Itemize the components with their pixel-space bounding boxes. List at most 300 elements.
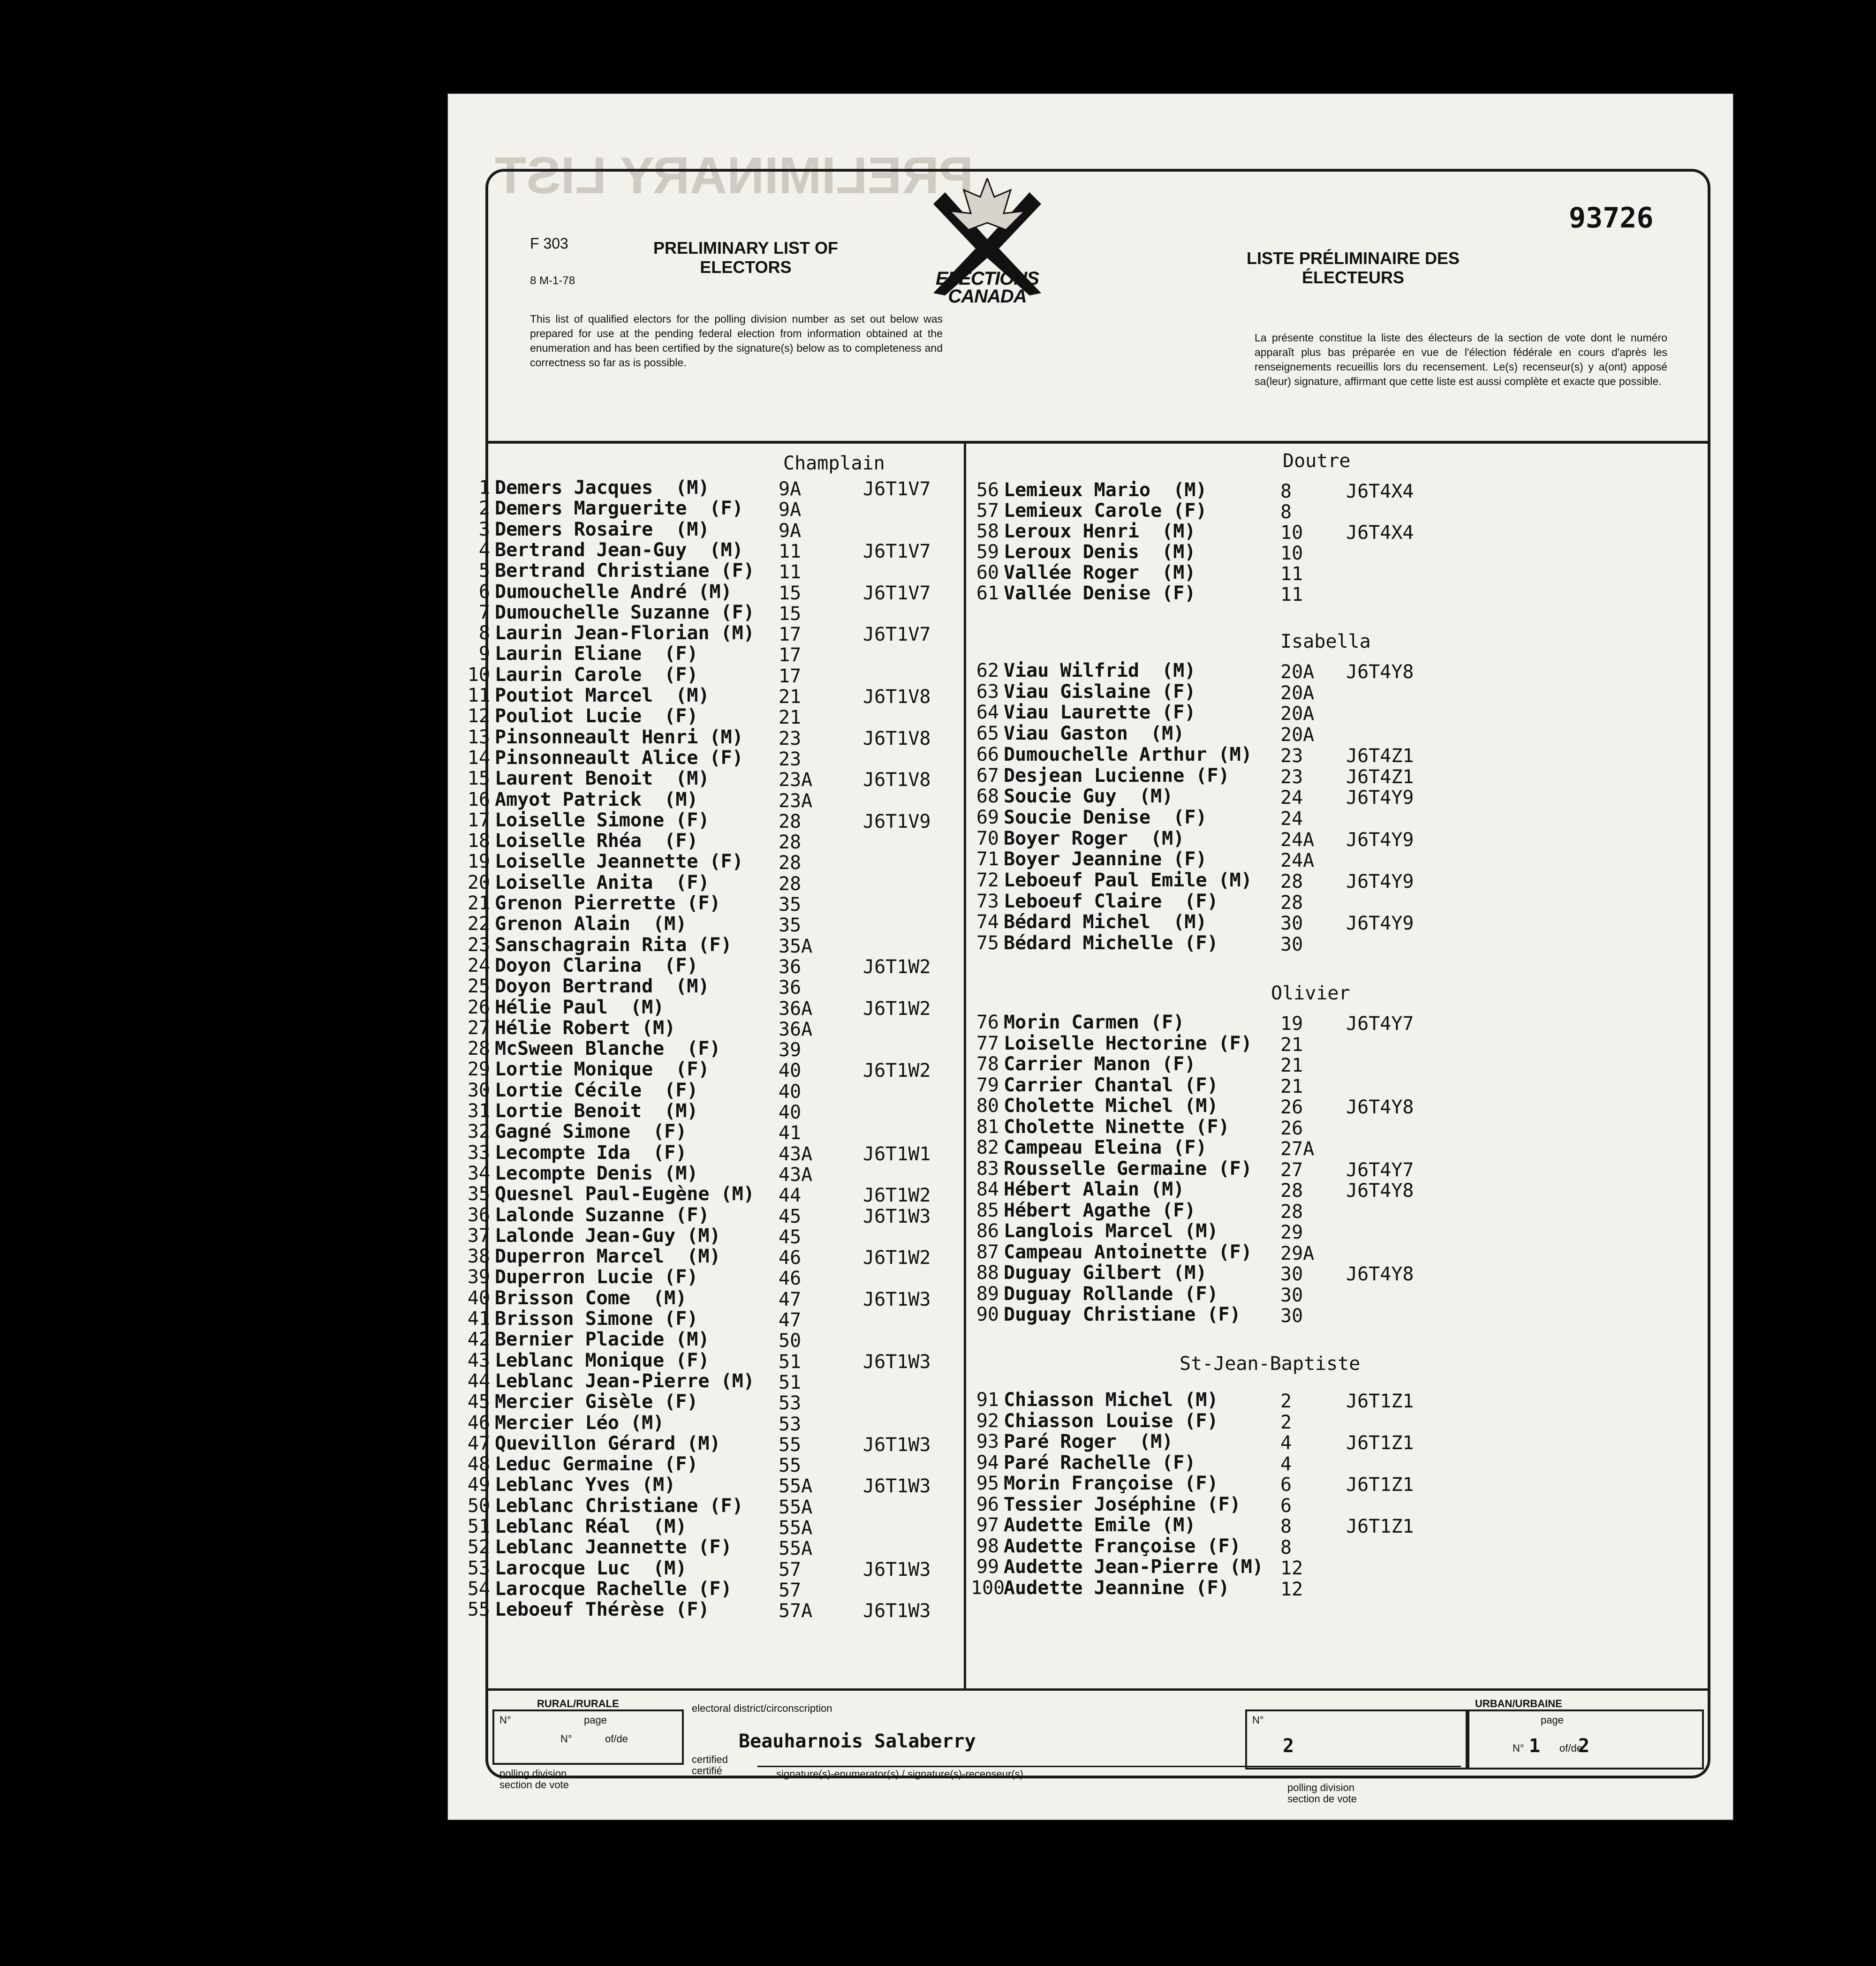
elector-number: 9: [478, 643, 490, 665]
elector-poll-number: 24A: [1280, 850, 1315, 872]
elector-name: Audette Jean-Pierre (M): [1004, 1556, 1263, 1578]
elector-number: 43: [467, 1349, 490, 1371]
elector-row: [462, 936, 732, 954]
elector-name: Cholette Michel (M): [1004, 1095, 1218, 1117]
elector-number: 85: [976, 1199, 999, 1221]
elector-number: 81: [976, 1116, 999, 1138]
elector-name: Cholette Ninette (F): [1004, 1116, 1230, 1138]
elector-poll-number: 15: [779, 582, 802, 604]
elector-name: Carrier Chantal (F): [1004, 1074, 1218, 1096]
elector-name: Lortie Cécile (F): [495, 1079, 698, 1101]
elector-name: Campeau Antoinette (F): [1004, 1241, 1252, 1263]
title-french: LISTE PRÉLIMINAIRE DES ÉLECTEURS: [1246, 249, 1460, 287]
elector-number: 89: [976, 1283, 999, 1305]
elector-poll-number: 9A: [779, 520, 802, 542]
elector-poll-number: 23: [779, 727, 802, 749]
elector-row: [462, 1600, 710, 1619]
elector-poll-number: 23: [1280, 766, 1303, 788]
elector-poll-number: 44: [779, 1185, 802, 1207]
elector-poll-number: 45: [779, 1226, 802, 1248]
elector-row: [971, 1055, 1195, 1074]
elector-postal-code: J6T4Y8: [1346, 661, 1414, 683]
elector-number: 5: [478, 560, 490, 582]
elector-poll-number: 23A: [779, 790, 813, 812]
elector-postal-code: J6T1V9: [863, 810, 931, 832]
elector-name: Pinsonneault Henri (M): [495, 726, 743, 748]
elector-poll-number: 30: [1280, 913, 1303, 935]
elector-row: [971, 1558, 1263, 1576]
elector-postal-code: J6T1W3: [863, 1288, 931, 1310]
elector-number: 22: [467, 913, 490, 935]
elector-poll-number: 8: [1280, 1516, 1292, 1537]
elector-name: Grenon Alain (M): [495, 913, 687, 935]
elector-poll-number: 55A: [779, 1538, 813, 1560]
elector-row: [462, 561, 755, 580]
elector-poll-number: 17: [779, 665, 802, 687]
elector-row: [462, 1102, 698, 1120]
elector-row: [971, 1537, 1241, 1556]
elector-row: [971, 682, 1195, 701]
section-heading-doutre: Doutre: [1283, 450, 1351, 472]
elector-number: 87: [976, 1241, 999, 1263]
elector-poll-number: 28: [779, 873, 802, 895]
elector-number: 36: [467, 1204, 490, 1226]
elector-poll-number: 30: [1280, 934, 1303, 956]
elector-poll-number: 40: [779, 1060, 802, 1082]
elector-postal-code: J6T1V7: [863, 540, 931, 562]
elector-postal-code: J6T1Z1: [1346, 1432, 1414, 1454]
district-value: Beauharnois Salaberry: [739, 1731, 976, 1752]
elector-row: [462, 873, 710, 892]
elector-row: [462, 1330, 710, 1349]
elector-number: 68: [976, 786, 999, 808]
elector-postal-code: J6T1V7: [863, 478, 931, 500]
elector-number: 94: [976, 1452, 999, 1474]
elector-number: 58: [976, 521, 999, 542]
elector-postal-code: J6T4Y8: [1346, 1180, 1414, 1202]
elector-name: Leroux Henri (M): [1004, 521, 1196, 542]
elector-name: Langlois Marcel (M): [1004, 1220, 1218, 1242]
elector-name: Dumouchelle André (M): [495, 581, 732, 603]
elector-postal-code: J6T4Z1: [1346, 766, 1414, 788]
elector-name: Laurin Carole (F): [495, 664, 698, 686]
elector-row: [971, 1516, 1195, 1535]
elector-row: [462, 1434, 721, 1453]
elector-row: [971, 1243, 1252, 1262]
elector-row: [971, 661, 1195, 680]
elector-name: Duperron Marcel (M): [495, 1246, 721, 1268]
elector-poll-number: 55: [779, 1434, 802, 1456]
elector-number: 16: [467, 788, 490, 810]
elector-name: Audette Jeannine (F): [1004, 1577, 1230, 1599]
elector-poll-number: 29: [1280, 1222, 1303, 1243]
elector-number: 97: [976, 1514, 999, 1536]
elector-number: 90: [976, 1304, 999, 1325]
elector-poll-number: 28: [779, 832, 802, 854]
elector-postal-code: J6T4Y8: [1346, 1263, 1414, 1285]
elector-poll-number: 46: [779, 1268, 802, 1290]
elector-row: [971, 1138, 1207, 1157]
elector-postal-code: J6T1V7: [863, 624, 931, 646]
elector-row: [971, 543, 1195, 561]
elector-poll-number: 51: [779, 1351, 802, 1373]
certified-label: certified certifié: [692, 1754, 728, 1777]
elector-poll-number: 50: [779, 1330, 802, 1352]
elector-row: [971, 934, 1218, 953]
elector-name: Leblanc Christiane (F): [495, 1495, 743, 1517]
elector-name: Hébert Agathe (F): [1004, 1199, 1196, 1221]
form-number: F 303: [530, 235, 568, 252]
elector-name: Leblanc Yves (M): [495, 1474, 676, 1496]
elector-poll-number: 30: [1280, 1305, 1303, 1327]
elector-row: [462, 728, 743, 747]
elector-row: [971, 1118, 1230, 1136]
elector-row: [462, 1559, 687, 1578]
serial-number: 93726: [1569, 202, 1654, 234]
elector-poll-number: 43A: [779, 1164, 813, 1186]
elector-row: [462, 665, 698, 684]
elector-row: [462, 998, 664, 1017]
rural-page-label: page: [584, 1714, 607, 1726]
elector-poll-number: 26: [1280, 1096, 1303, 1118]
elector-name: Lalonde Suzanne (F): [495, 1204, 710, 1226]
urban-polling-box: [1245, 1709, 1469, 1769]
elector-poll-number: 30: [1280, 1263, 1303, 1285]
elector-number: 53: [467, 1557, 490, 1579]
elector-row: [462, 478, 710, 497]
elector-row: [971, 1159, 1252, 1178]
elector-name: Pouliot Lucie (F): [495, 705, 698, 727]
elector-name: Doyon Clarina (F): [495, 954, 698, 976]
elector-row: [971, 1474, 1218, 1493]
elector-poll-number: 24: [1280, 787, 1303, 809]
elector-row: [462, 956, 698, 975]
elector-row: [971, 850, 1207, 869]
elector-number: 29: [467, 1059, 490, 1081]
elector-number: 30: [467, 1079, 490, 1101]
elector-poll-number: 27A: [1280, 1138, 1315, 1160]
elector-postal-code: J6T1W2: [863, 1060, 931, 1082]
elector-name: Doyon Bertrand (M): [495, 975, 710, 998]
elector-number: 51: [467, 1516, 490, 1537]
elector-postal-code: J6T4Z1: [1346, 745, 1414, 767]
elector-name: Viau Gislaine (F): [1004, 681, 1196, 703]
elector-row: [462, 811, 710, 830]
rural-page-no-label: N°: [560, 1733, 572, 1745]
elector-poll-number: 8: [1280, 481, 1292, 502]
elector-number: 19: [467, 851, 490, 873]
elector-poll-number: 36: [779, 956, 802, 978]
elector-number: 91: [976, 1389, 999, 1411]
elector-postal-code: J6T4Y9: [1346, 787, 1414, 809]
elector-name: Poutiot Marcel (M): [495, 685, 710, 706]
elector-poll-number: 28: [779, 852, 802, 874]
form-date: 8 M-1-78: [530, 274, 575, 287]
district-label: electoral district/circonscription: [692, 1702, 832, 1714]
elector-poll-number: 9A: [779, 478, 802, 500]
elector-poll-number: 43A: [779, 1143, 813, 1165]
elector-row: [462, 749, 743, 767]
elector-postal-code: J6T4Y9: [1346, 829, 1414, 851]
title-english: PRELIMINARY LIST OF ELECTORS: [653, 238, 838, 277]
elector-name: Demers Marguerite (F): [495, 498, 743, 520]
elector-row: [462, 1455, 698, 1474]
urban-page-label: page: [1541, 1714, 1564, 1726]
elector-number: 3: [478, 518, 490, 540]
elector-poll-number: 40: [779, 1081, 802, 1103]
elector-row: [971, 1412, 1218, 1430]
elector-name: Leboeuf Claire (F): [1004, 890, 1218, 912]
elector-poll-number: 23: [1280, 745, 1303, 767]
elector-row: [462, 915, 687, 933]
elector-poll-number: 28: [1280, 1180, 1303, 1202]
elector-number: 84: [976, 1179, 999, 1200]
elector-row: [971, 1579, 1230, 1597]
elector-row: [462, 603, 755, 622]
elector-poll-number: 12: [1280, 1578, 1303, 1600]
elector-poll-number: 41: [779, 1122, 802, 1144]
elector-name: Loiselle Rhéa (F): [495, 830, 698, 852]
elector-name: Leblanc Monique (F): [495, 1349, 710, 1371]
elector-poll-number: 55A: [779, 1496, 813, 1518]
elector-row: [462, 644, 698, 663]
elector-number: 31: [467, 1100, 490, 1122]
elector-number: 15: [467, 768, 490, 790]
elector-row: [971, 481, 1207, 499]
elector-poll-number: 23A: [779, 769, 813, 791]
elector-number: 8: [478, 622, 490, 644]
elector-postal-code: J6T4Y7: [1346, 1013, 1414, 1035]
elector-number: 60: [976, 562, 999, 583]
elector-poll-number: 57: [779, 1558, 802, 1580]
elector-number: 47: [467, 1432, 490, 1454]
elector-number: 67: [976, 764, 999, 786]
elector-postal-code: J6T4Y9: [1346, 913, 1414, 935]
elector-number: 99: [976, 1556, 999, 1578]
rural-label: RURAL/RURALE: [537, 1698, 619, 1709]
elector-row: [971, 766, 1230, 785]
elector-row: [462, 1517, 687, 1536]
elector-row: [971, 1391, 1218, 1409]
elector-name: Gagné Simone (F): [495, 1121, 687, 1143]
elector-row: [971, 745, 1252, 764]
elector-poll-number: 17: [779, 644, 802, 666]
elector-name: Chiasson Louise (F): [1004, 1410, 1218, 1432]
elector-poll-number: 20A: [1280, 682, 1315, 704]
elector-number: 23: [467, 934, 490, 956]
rural-of-label: of/de: [605, 1733, 628, 1745]
elector-poll-number: 57: [779, 1579, 802, 1601]
elector-row: [462, 1372, 755, 1391]
elector-poll-number: 6: [1280, 1495, 1292, 1517]
elector-row: [462, 977, 710, 996]
elector-postal-code: J6T1W3: [863, 1475, 931, 1497]
elector-poll-number: 21: [1280, 1075, 1303, 1097]
elector-poll-number: 39: [779, 1039, 802, 1061]
elector-number: 52: [467, 1536, 490, 1558]
notice-french: La présente constitue la liste des électeurs de la section de vote dont le numéro apparaît plus bas préparée en vue de l'élection fédérale en cours d'après les renseignements recueillis lors du recensement. Le(s) recenseur(s) y a(ont) apposé sa(leur) signature, affirmant que cette liste est aussi complète et exacte que possible.: [1255, 332, 1667, 388]
elector-row: [971, 1222, 1218, 1240]
urban-page-no-label: N°: [1513, 1742, 1524, 1754]
elector-row: [971, 584, 1195, 603]
elector-name: Lecompte Denis (M): [495, 1162, 698, 1184]
elector-poll-number: 30: [1280, 1284, 1303, 1306]
elector-name: Hébert Alain (M): [1004, 1179, 1185, 1200]
elector-number: 7: [478, 601, 490, 623]
elector-number: 69: [976, 806, 999, 828]
elector-name: Brisson Simone (F): [495, 1308, 698, 1330]
elector-postal-code: J6T4X4: [1346, 481, 1414, 502]
elector-name: Soucie Guy (M): [1004, 786, 1173, 808]
elector-poll-number: 11: [779, 540, 802, 562]
elector-number: 54: [467, 1578, 490, 1600]
elector-row: [971, 1305, 1241, 1324]
elector-name: Lemieux Carole (F): [1004, 500, 1207, 522]
elector-number: 66: [976, 743, 999, 765]
elector-poll-number: 2: [1280, 1391, 1292, 1412]
elector-name: Bertrand Jean-Guy (M): [495, 539, 743, 561]
rural-no-label: N°: [499, 1714, 511, 1726]
elector-poll-number: 35A: [779, 935, 813, 957]
elector-number: 72: [976, 870, 999, 891]
elector-row: [971, 913, 1207, 931]
elector-name: Duperron Lucie (F): [495, 1266, 698, 1288]
elector-postal-code: J6T1V8: [863, 686, 931, 708]
elector-name: Mercier Léo (M): [495, 1412, 665, 1434]
elector-row: [462, 1268, 698, 1286]
elector-postal-code: J6T1W3: [863, 1600, 931, 1622]
elector-postal-code: J6T4Y7: [1346, 1159, 1414, 1181]
elector-poll-number: 12: [1280, 1558, 1303, 1579]
elector-name: Laurent Benoit (M): [495, 768, 710, 790]
elector-row: [971, 1263, 1207, 1282]
elector-number: 56: [976, 479, 999, 501]
elector-name: Lemieux Mario (M): [1004, 479, 1207, 501]
elector-number: 2: [478, 498, 490, 520]
elector-name: Carrier Manon (F): [1004, 1053, 1196, 1075]
elector-poll-number: 27: [1280, 1159, 1303, 1181]
elector-poll-number: 10: [1280, 522, 1303, 544]
elector-row: [462, 1019, 675, 1037]
elector-postal-code: J6T1W3: [863, 1558, 931, 1580]
elector-row: [971, 501, 1207, 520]
elector-row: [971, 724, 1184, 743]
elector-name: Boyer Jeannine (F): [1004, 848, 1207, 870]
section-heading-champlain: Champlain: [783, 453, 885, 474]
elector-poll-number: 24A: [1280, 829, 1315, 851]
elector-name: Leboeuf Thérèse (F): [495, 1599, 710, 1621]
elector-number: 34: [467, 1162, 490, 1184]
elector-poll-number: 21: [779, 686, 802, 708]
elector-number: 13: [467, 726, 490, 748]
elector-name: Mercier Gisèle (F): [495, 1391, 698, 1413]
elector-poll-number: 17: [779, 624, 802, 646]
elector-number: 20: [467, 871, 490, 893]
elector-row: [971, 1453, 1195, 1472]
elector-postal-code: J6T4Y9: [1346, 871, 1414, 892]
elector-poll-number: 53: [779, 1392, 802, 1414]
elector-row: [462, 624, 755, 643]
elector-number: 38: [467, 1246, 490, 1268]
elector-number: 79: [976, 1074, 999, 1096]
elector-name: Tessier Joséphine (F): [1004, 1493, 1241, 1515]
elector-number: 1: [478, 477, 490, 499]
elector-poll-number: 26: [1280, 1117, 1303, 1139]
elector-number: 70: [976, 827, 999, 849]
elector-row: [462, 769, 710, 788]
elector-number: 57: [976, 500, 999, 522]
elector-row: [462, 1309, 698, 1328]
elector-name: Demers Rosaire (M): [495, 518, 710, 540]
elector-poll-number: 29A: [1280, 1242, 1315, 1264]
elector-postal-code: J6T1V7: [863, 582, 931, 604]
elector-number: 25: [467, 975, 490, 998]
elector-number: 28: [467, 1038, 490, 1060]
elector-poll-number: 40: [779, 1102, 802, 1123]
elector-name: Loiselle Hectorine (F): [1004, 1032, 1252, 1054]
elector-name: Paré Roger (M): [1004, 1431, 1173, 1452]
elector-number: 42: [467, 1329, 490, 1351]
elector-row: [462, 686, 710, 705]
elector-number: 18: [467, 830, 490, 852]
footer-divider: [485, 1688, 1708, 1691]
elector-row: [971, 787, 1173, 806]
elector-row: [462, 707, 698, 726]
elector-number: 55: [467, 1599, 490, 1621]
elector-postal-code: J6T1Z1: [1346, 1474, 1414, 1496]
elector-postal-code: J6T1W2: [863, 956, 931, 978]
elector-poll-number: 8: [1280, 501, 1292, 523]
elector-postal-code: J6T1W2: [863, 998, 931, 1020]
elector-poll-number: 46: [779, 1247, 802, 1269]
page-total: 2: [1578, 1735, 1590, 1757]
elector-number: 83: [976, 1157, 999, 1180]
elector-name: Paré Rachelle (F): [1004, 1452, 1196, 1474]
elector-row: [971, 871, 1252, 890]
elector-name: Hélie Robert (M): [495, 1017, 676, 1039]
elector-name: Morin Carmen (F): [1004, 1012, 1185, 1033]
elector-name: Lecompte Ida (F): [495, 1142, 687, 1164]
elector-name: Rousselle Germaine (F): [1004, 1157, 1252, 1180]
elector-row: [971, 1076, 1218, 1095]
elector-name: Viau Gaston (M): [1004, 723, 1185, 745]
elector-row: [971, 829, 1184, 848]
elector-number: 11: [467, 685, 490, 706]
elector-name: Viau Wilfrid (M): [1004, 660, 1196, 681]
elector-name: Duguay Christiane (F): [1004, 1304, 1241, 1325]
elector-poll-number: 11: [1280, 563, 1303, 585]
elector-name: Lalonde Jean-Guy (M): [495, 1225, 721, 1247]
elector-number: 82: [976, 1137, 999, 1158]
elector-name: Larocque Rachelle (F): [495, 1578, 732, 1600]
elector-number: 93: [976, 1431, 999, 1452]
elector-number: 17: [467, 809, 490, 831]
elector-row: [971, 703, 1195, 722]
mirrored-bleed-text: PRELIMINARY LIST: [495, 147, 974, 204]
elector-name: Bédard Michelle (F): [1004, 932, 1218, 954]
elector-row: [462, 1580, 732, 1598]
urban-of-label: of/de: [1559, 1742, 1582, 1754]
elector-number: 77: [976, 1032, 999, 1054]
elector-name: Quesnel Paul-Eugène (M): [495, 1183, 755, 1205]
elector-number: 10: [467, 664, 490, 686]
elector-number: 21: [467, 892, 490, 914]
elector-poll-number: 21: [1280, 1055, 1303, 1076]
elector-row: [462, 1497, 743, 1515]
elector-postal-code: J6T1V8: [863, 769, 931, 791]
elector-poll-number: 57A: [779, 1600, 813, 1622]
elector-number: 14: [467, 747, 490, 769]
